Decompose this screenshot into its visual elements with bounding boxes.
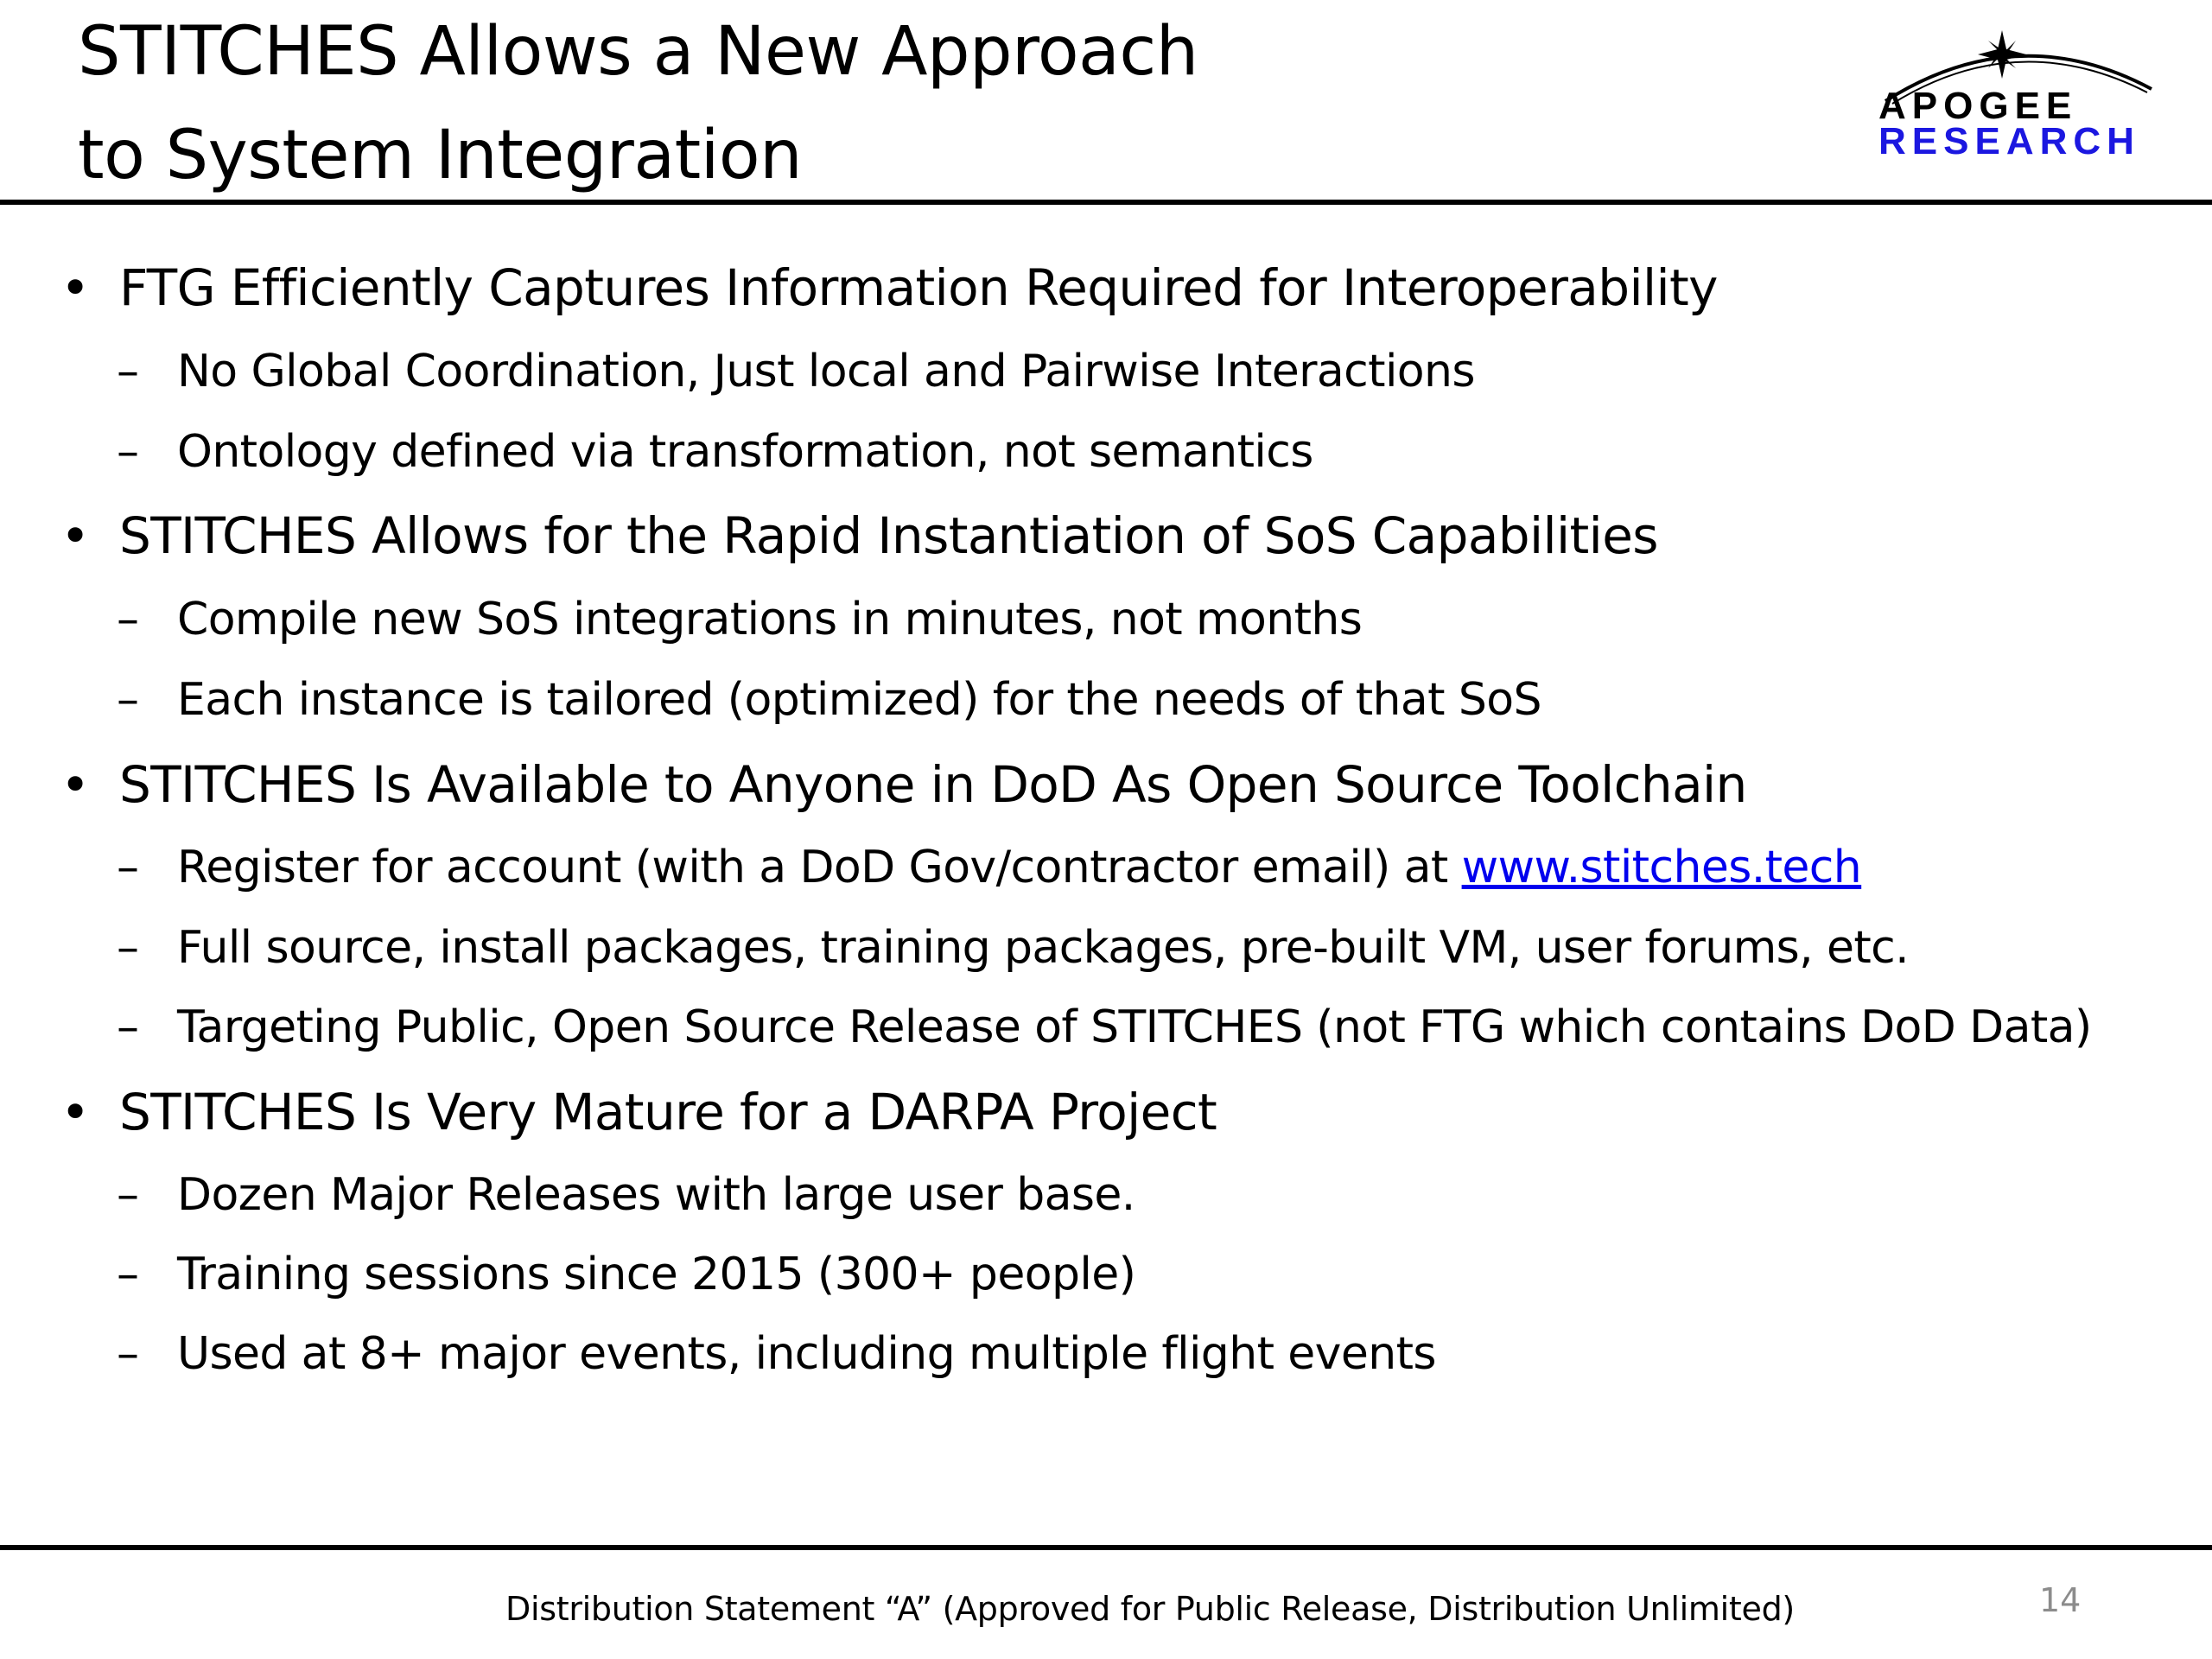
sub-marker: – [117, 426, 139, 478]
bullet-marker: • [60, 258, 90, 317]
bullet-4-sub-2-text: Training sessions since 2015 (300+ people) [177, 1249, 1136, 1300]
bullet-1-sub-1-text: No Global Coordination, Just local and Pairwise Interactions [177, 346, 1475, 397]
bullet-1-text: FTG Efficiently Captures Information Required for Interoperability [119, 258, 1718, 317]
bullet-4-sub-1-text: Dozen Major Releases with large user base. [177, 1169, 1135, 1221]
bullet-4-sub-3-text: Used at 8+ major events, including multiple flight events [177, 1328, 1436, 1380]
sub-marker: – [117, 674, 139, 726]
bullet-marker: • [60, 1083, 90, 1141]
bullet-2-sub-1-text: Compile new SoS integrations in minutes, not months [177, 594, 1363, 645]
bullet-2-sub-2-text: Each instance is tailored (optimized) for the needs of that SoS [177, 674, 1541, 726]
sub-marker: – [117, 1249, 139, 1300]
stitches-website-link[interactable]: www.stitches.tech [1461, 842, 1862, 893]
sub-marker: – [117, 1169, 139, 1221]
sub-marker: – [117, 1001, 139, 1053]
slide-title-line-1: STITCHES Allows a New Approach [78, 13, 1198, 91]
bullet-3-sub-2-text: Full source, install packages, training packages, pre-built VM, user forums, etc. [177, 922, 1910, 974]
bullet-1-sub-2-text: Ontology defined via transformation, not semantics [177, 426, 1313, 478]
bullet-3-sub-1-text [177, 840, 1861, 895]
bullet-2-text: STITCHES Allows for the Rapid Instantiation of SoS Capabilities [119, 506, 1658, 565]
register-text: Register for account (with a DoD Gov/contractor email) at [177, 842, 1462, 893]
sub-marker: – [117, 1328, 139, 1380]
sub-marker: – [117, 922, 139, 974]
sub-marker: – [117, 346, 139, 397]
bullet-3-sub-3-text: Targeting Public, Open Source Release of STITCHES (not FTG which contains DoD Data) [177, 1001, 2092, 1053]
bullet-4-text: STITCHES Is Very Mature for a DARPA Project [119, 1083, 1217, 1141]
bullet-3-text: STITCHES Is Available to Anyone in DoD As Open Source Toolchain [119, 755, 1747, 814]
bullet-marker: • [60, 506, 90, 565]
logo-line-1: APOGEE [1878, 85, 2078, 127]
slide-title-line-2: to System Integration [78, 117, 803, 194]
sub-marker: – [117, 594, 139, 645]
page-number: 14 [2039, 1581, 2082, 1619]
sub-marker: – [117, 842, 139, 893]
logo-line-2: RESEARCH [1878, 120, 2140, 162]
bullet-marker: • [60, 755, 90, 814]
footer-divider [0, 1545, 2212, 1550]
distribution-statement: Distribution Statement “A” (Approved for Public Release, Distribution Unlimited) [505, 1590, 1795, 1628]
